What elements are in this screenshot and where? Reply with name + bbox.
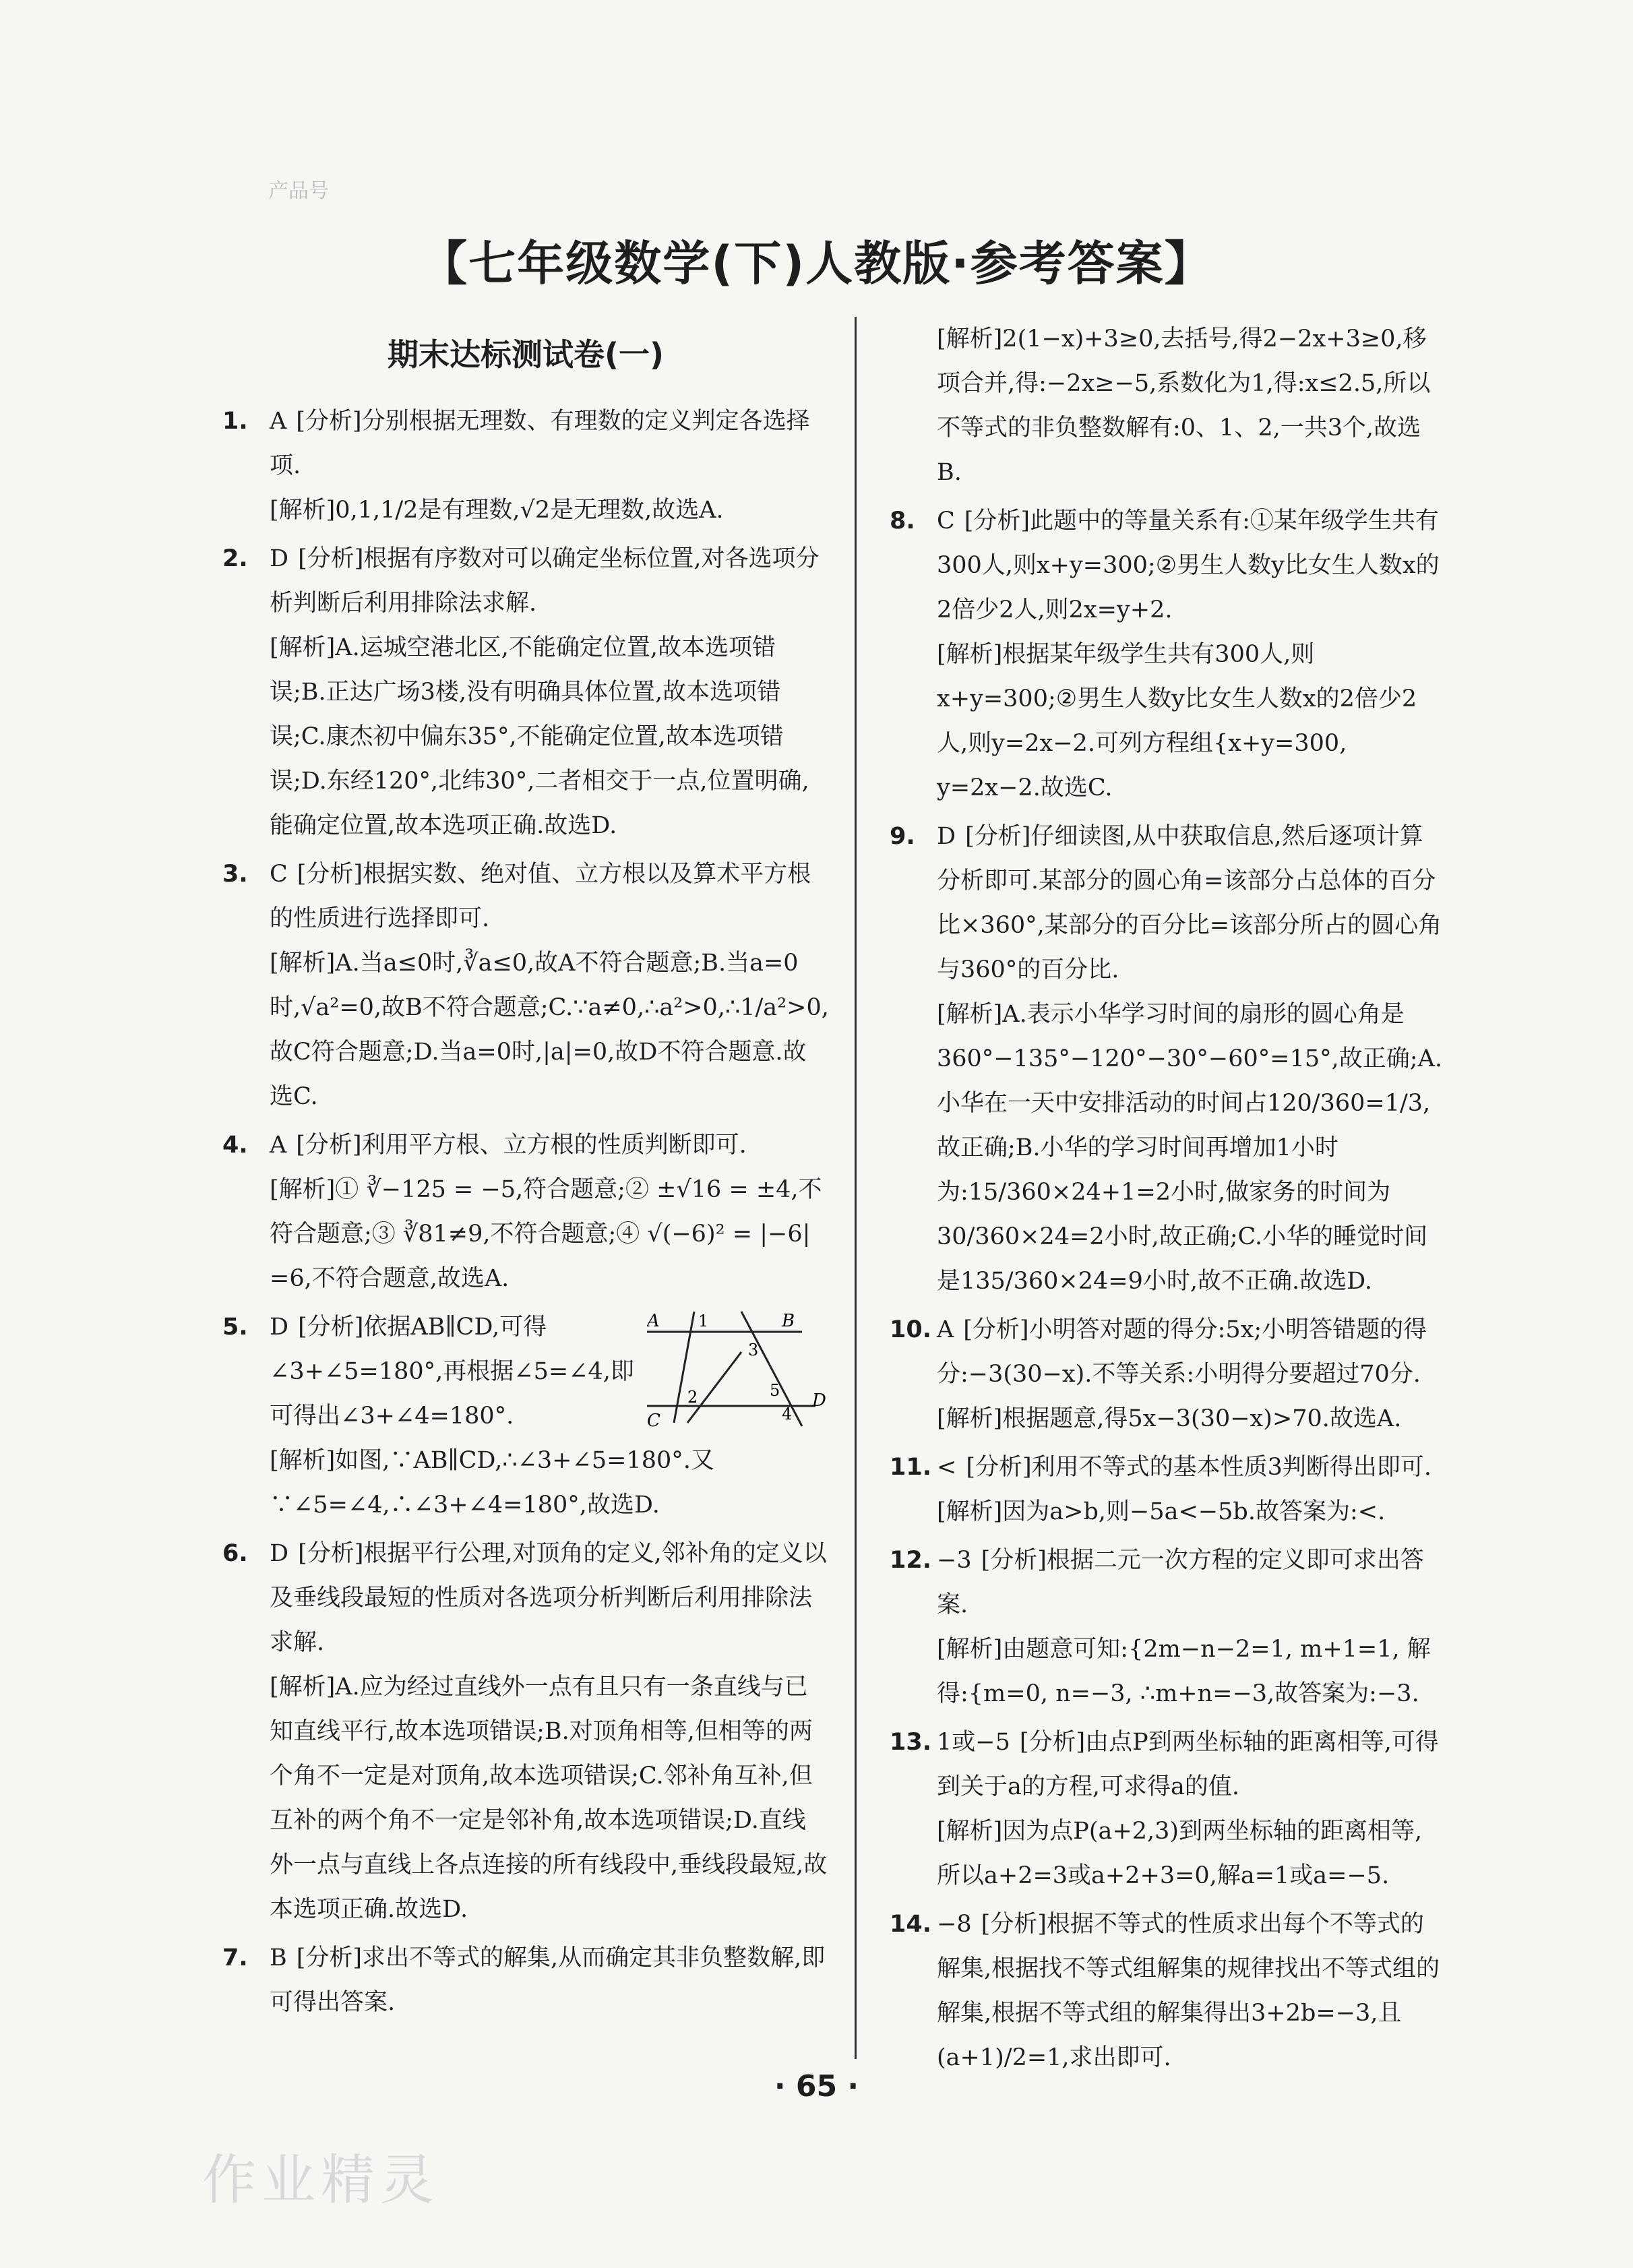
question-number: 5. xyxy=(222,1314,248,1341)
question-first-paragraph xyxy=(890,1902,1442,2080)
question-text: [解析]2(1−x)+3≥0,去括号,得2−2x+3≥0,移项合并,得:−2x≥−5,系数化为1,得:x≤2.5,所以不等式的非负整数解有:0、1、2,一共3个,故选B. xyxy=(937,326,1431,486)
question-number: 4. xyxy=(222,1132,248,1159)
question-item xyxy=(890,1720,1442,1898)
question-item xyxy=(222,1531,829,1932)
label-5: 5 xyxy=(770,1381,780,1400)
question-item xyxy=(222,537,829,848)
question-first-paragraph xyxy=(222,537,829,625)
question-first-paragraph xyxy=(222,1531,829,1665)
question-text: [分析]由点P到两坐标轴的距离相等,可得到关于a的方程,可求得a的值. xyxy=(937,1729,1439,1800)
question-item xyxy=(222,1936,829,2025)
question-answer: B xyxy=(270,1944,287,1971)
question-text: [分析]根据有序数对可以确定坐标位置,对各选项分析判断后利用排除法求解. xyxy=(270,545,820,617)
question-answer: A xyxy=(270,1132,287,1159)
question-text: [解析]A.当a≤0时,∛a≤0,故A不符合题意;B.当a=0时,√a²=0,故B不符合题意;C.∵a≠0,∴a²>0,∴1/a²>0,故C符合题意;D.当a=0时,|a|=0,故D不符合题意.故选C. xyxy=(270,950,829,1110)
question-first-paragraph xyxy=(222,1936,829,2025)
question-first-paragraph xyxy=(222,1305,829,1438)
question-text: [解析]0,1,1/2是有理数,√2是无理数,故选A. xyxy=(270,497,724,524)
question-number: 13. xyxy=(890,1729,932,1756)
question-text: [解析]因为a>b,则−5a<−5b.故答案为:<. xyxy=(937,1498,1386,1525)
question-answer: −8 xyxy=(937,1911,972,1938)
section-title: 期末达标测试卷(一) xyxy=(387,336,665,373)
question-text: [分析]利用平方根、立方根的性质判断即可. xyxy=(296,1132,747,1159)
question-item xyxy=(890,814,1442,1304)
question-text: [分析]此题中的等量关系有:①某年级学生共有300人,则x+y=300;②男生人数y比女生人数x的2倍少2人,则2x=y+2. xyxy=(937,508,1440,623)
question-paragraph xyxy=(890,992,1442,1304)
question-number: 12. xyxy=(890,1547,932,1574)
question-paragraph xyxy=(890,632,1442,810)
right-question-list xyxy=(890,317,1442,2080)
question-item xyxy=(890,317,1442,495)
question-paragraph xyxy=(222,488,829,532)
question-text: [分析]利用不等式的基本性质3判断得出即可. xyxy=(966,1454,1432,1481)
question-number: 10. xyxy=(890,1316,932,1343)
question-first-paragraph xyxy=(222,399,829,488)
question-paragraph xyxy=(222,1438,829,1527)
question-text: [解析]如图,∵AB∥CD,∴∠3+∠5=180°.又∵∠5=∠4,∴∠3+∠4=180°,故选D. xyxy=(270,1447,714,1519)
question-text: [解析]A.应为经过直线外一点有且只有一条直线与已知直线平行,故本选项错误;B.对顶角相等,但相等的两个角不一定是对顶角,故本选项错误;C.邻补角互补,但互补的两个角不一定是邻补角,故本选项错误;D.直线外一点与直线上各点连接的所有线段中,垂线段最短,故本选项正确.故选D. xyxy=(270,1674,828,1923)
question-item xyxy=(890,1538,1442,1716)
question-answer: D xyxy=(270,1540,289,1567)
question-first-paragraph xyxy=(890,1538,1442,1627)
question-text: [解析]A.运城空港北区,不能确定位置,故本选项错误;B.正达广场3楼,没有明确具体位置,故本选项错误;C.康杰初中偏东35°,不能确定位置,故本选项错误;D.东经120°,北纬30°,二者相交于一点,位置明确,能确定位置,故本选项正确.故选D. xyxy=(270,634,809,839)
question-item xyxy=(890,1902,1442,2080)
label-4: 4 xyxy=(782,1405,793,1423)
question-answer: D xyxy=(270,1314,289,1341)
question-text: [解析]由题意可知:{2m−n−2=1, m+1=1, 解得:{m=0, n=−3, ∴m+n=−3,故答案为:−3. xyxy=(937,1636,1431,1707)
left-column xyxy=(222,317,829,2029)
question-first-paragraph xyxy=(890,499,1442,632)
question-text: [分析]依据AB∥CD,可得∠3+∠5=180°,再根据∠5=∠4,即可得出∠3+∠4=180°. xyxy=(270,1314,634,1430)
column-divider xyxy=(855,317,857,2059)
question-answer: D xyxy=(270,545,289,572)
question-answer: < xyxy=(937,1454,957,1481)
question-item xyxy=(222,1123,829,1301)
question-answer: D xyxy=(937,823,956,850)
question-number: 2. xyxy=(222,545,248,572)
question-paragraph xyxy=(222,1665,829,1932)
question-text: [解析]根据题意,得5x−3(30−x)>70.故选A. xyxy=(937,1405,1402,1432)
question-text: [解析]① ∛−125 = −5,符合题意;② ±√16 = ±4,不符合题意;③ ∛81≠9,不符合题意;④ √(−6)² = |−6| =6,不符合题意,故选A. xyxy=(270,1176,822,1292)
label-d: D xyxy=(812,1390,826,1411)
question-text: [分析]仔细读图,从中获取信息,然后逐项计算分析即可.某部分的圆心角=该部分占总体的百分比×360°,某部分的百分比=该部分所占的圆心角与360°的百分比. xyxy=(937,823,1442,983)
question-text: [解析]A.表示小华学习时间的扇形的圆心角是360°−135°−120°−30°−60°=15°,故正确;A.小华在一天中安排活动的时间占120/360=1/3,故正确;B.小华的学习时间再增加1小时为:15/360×24+1=2小时,做家务的时间为30/360×24=2小时,故正确;C.小华的睡觉时间是135/360×24=9小时,故不正确.故选D. xyxy=(937,1001,1442,1295)
question-number: 6. xyxy=(222,1540,248,1567)
question-number: 8. xyxy=(890,508,915,534)
question-text: [解析]因为点P(a+2,3)到两坐标轴的距离相等,所以a+2=3或a+2+3=0,解a=1或a=−5. xyxy=(937,1818,1423,1889)
question-text: [分析]根据二元一次方程的定义即可求出答案. xyxy=(937,1547,1424,1618)
question-first-paragraph xyxy=(890,1720,1442,1809)
question-first-paragraph xyxy=(890,1445,1442,1490)
question-paragraph xyxy=(890,1397,1442,1441)
question-text: [分析]根据实数、绝对值、立方根以及算术平方根的性质进行选择即可. xyxy=(270,861,811,932)
question-paragraph xyxy=(222,625,829,848)
corner-stamp: 产品号 xyxy=(268,179,329,203)
question-number: 7. xyxy=(222,1944,248,1971)
question-number: 9. xyxy=(890,823,915,850)
question-answer: −3 xyxy=(937,1547,972,1574)
question-answer: C xyxy=(270,861,288,888)
question-paragraph xyxy=(222,941,829,1119)
page-number: · 65 · xyxy=(774,2069,859,2104)
label-2: 2 xyxy=(687,1388,698,1407)
question-number: 1. xyxy=(222,408,248,435)
question-number: 14. xyxy=(890,1911,932,1938)
left-question-list xyxy=(222,399,829,2025)
question-paragraph xyxy=(890,1490,1442,1534)
question-first-paragraph xyxy=(890,317,1442,495)
question-text: [分析]根据不等式的性质求出每个不等式的解集,根据找不等式组解集的规律找出不等式组的解集,根据不等式组的解集得出3+2b=−3,且(a+1)/2=1,求出即可. xyxy=(937,1911,1440,2071)
question-first-paragraph xyxy=(222,1123,829,1167)
question-item xyxy=(222,399,829,532)
question-item xyxy=(890,1308,1442,1441)
question-text: [分析]小明答对题的得分:5x;小明答错题的得分:−3(30−x).不等关系:小明得分要超过70分. xyxy=(937,1316,1427,1388)
question-answer: 1或−5 xyxy=(937,1729,1010,1756)
question-item xyxy=(222,1305,829,1527)
page-title: 【七年级数学(下)人教版·参考答案】 xyxy=(420,236,1213,291)
question-paragraph xyxy=(222,1167,829,1301)
watermark: 作业精灵 xyxy=(202,2149,439,2211)
question-first-paragraph xyxy=(890,1308,1442,1397)
question-item xyxy=(890,499,1442,810)
label-b: B xyxy=(782,1311,795,1331)
question-answer: C xyxy=(937,508,955,534)
question-number: 11. xyxy=(890,1454,932,1481)
label-1: 1 xyxy=(698,1312,709,1330)
question-answer: A xyxy=(270,408,287,435)
question-item xyxy=(890,1445,1442,1534)
question-paragraph xyxy=(890,1627,1442,1716)
question-number: 3. xyxy=(222,861,248,888)
question-text: [分析]分别根据无理数、有理数的定义判定各选择项. xyxy=(270,408,810,479)
right-column xyxy=(890,317,1442,2084)
parallel-lines-figure xyxy=(647,1305,829,1433)
question-item xyxy=(222,852,829,1119)
label-c: C xyxy=(647,1411,660,1431)
question-paragraph xyxy=(890,1809,1442,1898)
question-answer: A xyxy=(937,1316,954,1343)
question-first-paragraph xyxy=(890,814,1442,992)
question-text: [解析]根据某年级学生共有300人,则x+y=300;②男生人数y比女生人数x的2倍少2人,则y=2x−2.可列方程组{x+y=300, y=2x−2.故选C. xyxy=(937,641,1417,801)
question-first-paragraph xyxy=(222,852,829,941)
question-text: [分析]根据平行公理,对顶角的定义,邻补角的定义以及垂线段最短的性质对各选项分析判断后利用排除法求解. xyxy=(270,1540,827,1656)
question-text: [分析]求出不等式的解集,从而确定其非负整数解,即可得出答案. xyxy=(270,1944,826,2016)
label-a: A xyxy=(647,1311,660,1331)
label-3: 3 xyxy=(748,1341,759,1359)
